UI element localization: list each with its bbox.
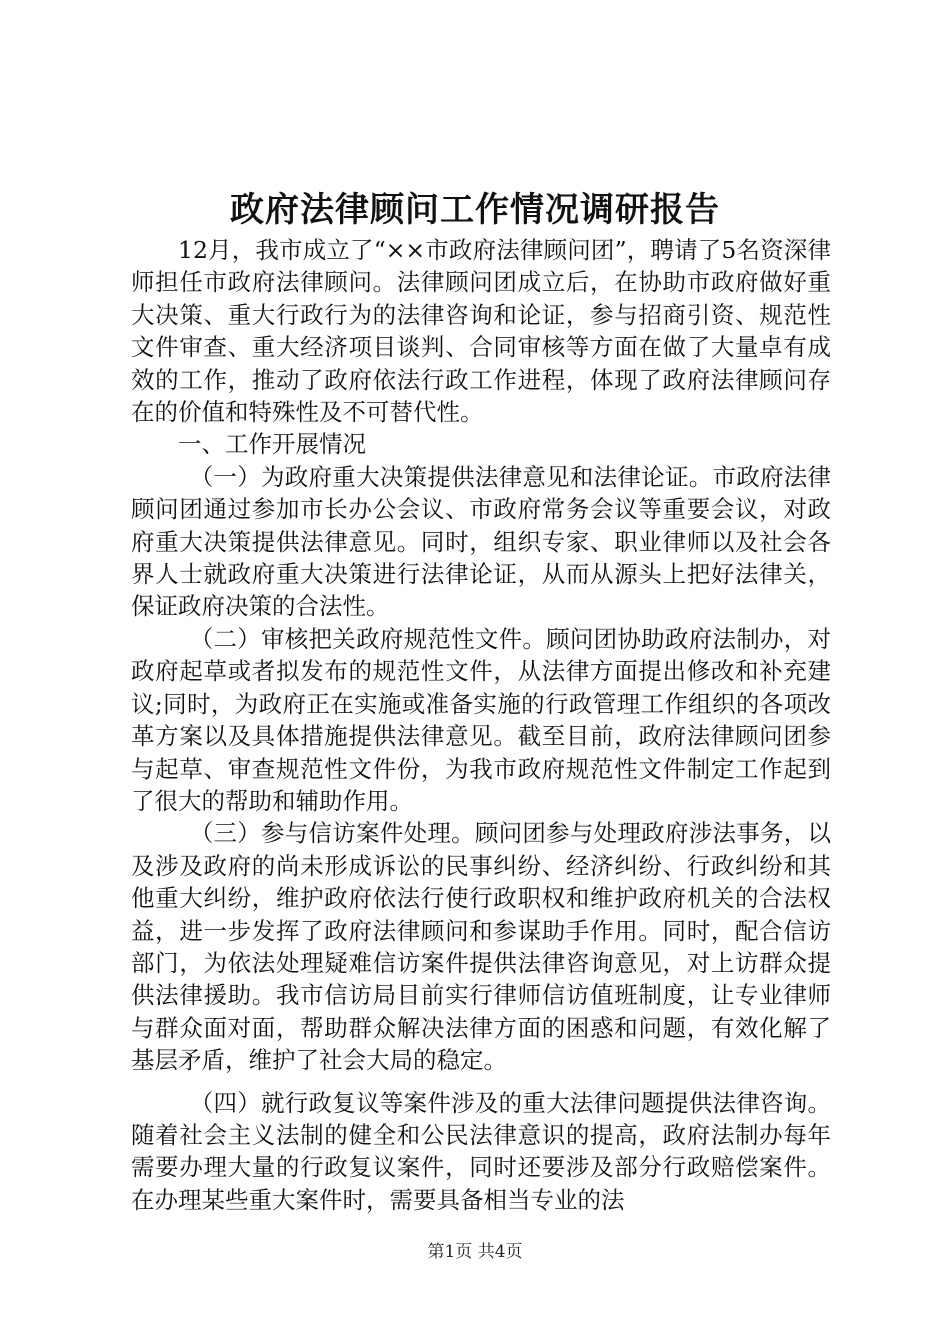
page-footer: 第1页 共4页	[427, 1242, 523, 1262]
intro-paragraph: 12月，我市成立了“××市政府法律顾问团”，聘请了5名资深律师担任市政府法律顾问。法律顾问团成立后，在协助市政府做好重大决策、重大行政行为的法律咨询和论证，参与招商引资、规范性文件审查、重大经济项目谈判、合同审核等方面在做了大量卓有成效的工作，推动了政府依法行政工作进程，体现了政府法律顾问存在的价值和特殊性及不可替代性。	[131, 236, 831, 427]
document-body	[131, 234, 831, 1216]
subsection-paragraph-4: （四）就行政复议等案件涉及的重大法律问题提供法律咨询。随着社会主义法制的健全和公民法律意识的提高，政府法制办每年需要办理大量的行政复议案件，同时还要涉及部分行政赔偿案件。在办理某些重大案件时，需要具备相当专业的法	[131, 1088, 831, 1214]
subsection-paragraph-2: （二）审核把关政府规范性文件。顾问团协助政府法制办，对政府起草或者拟发布的规范性文件，从法律方面提出修改和补充建议;同时，为政府正在实施或准备实施的行政管理工作组织的各项改革方案以及具体措施提供法律意见。截至目前，政府法律顾问团参与起草、审查规范性文件份，为我市政府规范性文件制定工作起到了很大的帮助和辅助作用。	[131, 624, 831, 815]
page-title: 政府法律顾问工作情况调研报告	[230, 190, 720, 230]
subsection-paragraph-1: （一）为政府重大决策提供法律意见和法律论证。市政府法律顾问团通过参加市长办公会议、市政府常务会议等重要会议，对政府重大决策提供法律意见。同时，组织专家、职业律师以及社会各界人士就政府重大决策进行法律论证，从而从源头上把好法律关，保证政府决策的合法性。	[131, 462, 831, 621]
section-heading: 一、工作开展情况	[178, 430, 366, 459]
subsection-paragraph-3: （三）参与信访案件处理。顾问团参与处理政府涉法事务，以及涉及政府的尚未形成诉讼的民事纠纷、经济纠纷、行政纠纷和其他重大纠纷，维护政府依法行使行政职权和维护政府机关的合法权益，进一步发挥了政府法律顾问和参谋助手作用。同时，配合信访部门，为依法处理疑难信访案件提供法律咨询意见，对上访群众提供法律援助。我市信访局目前实行律师信访值班制度，让专业律师与群众面对面，帮助群众解决法律方面的困惑和问题，有效化解了基层矛盾，维护了社会大局的稳定。	[131, 819, 831, 1075]
